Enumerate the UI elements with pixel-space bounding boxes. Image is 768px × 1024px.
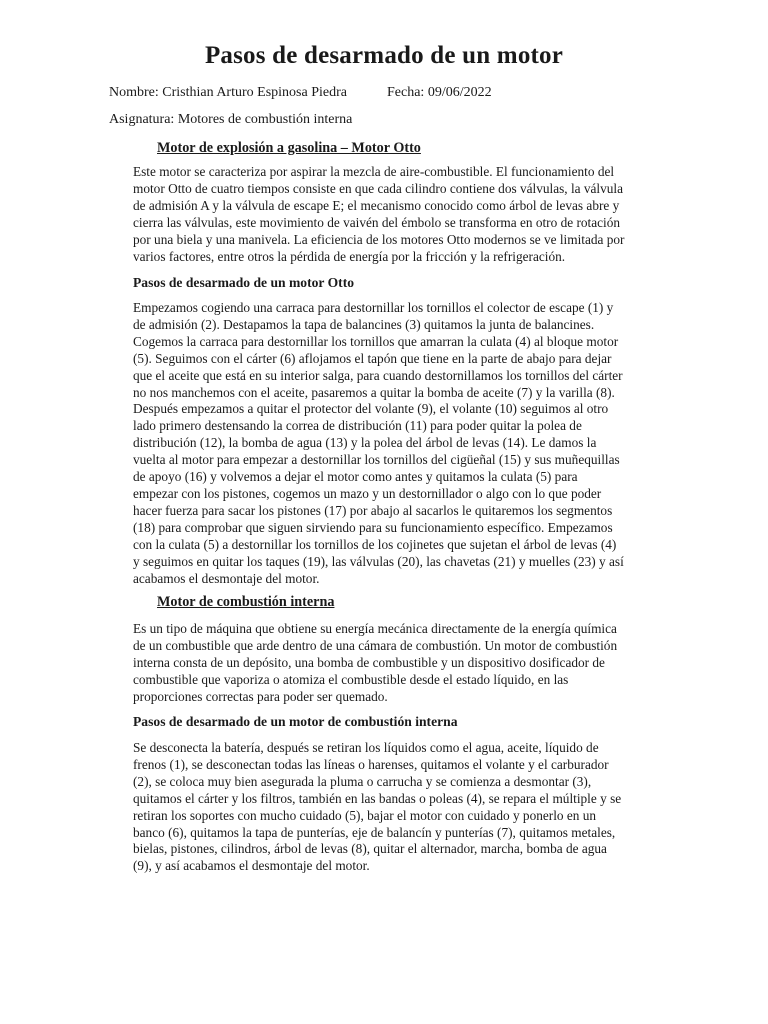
paragraph-line: con la culata (5) a destornillar los tornillos de los cojinetes que sujetan el árbol de levas (4)	[133, 536, 617, 552]
paragraph-line: Se desconecta la batería, después se retiran los líquidos como el agua, aceite, líquido de	[133, 740, 599, 755]
section-heading-combustion: Motor de combustión interna	[157, 594, 335, 610]
paragraph-line: vuelta al motor para empezar a destornillar los tornillos del cigüeñal (15) y sus muñequillas	[133, 452, 620, 468]
subject: Asignatura: Motores de combustión interna	[109, 112, 353, 127]
paragraph-line: quitamos el cárter y los filtros, también en las bandas o poleas (4), se repara el múltiple y se	[133, 790, 622, 806]
paragraph-line: Después empezamos a quitar el protector del volante (9), el volante (10) seguimos al otro	[133, 401, 609, 417]
paragraph-line: de un combustible que arde dentro de una cámara de combustión. Un motor de combustión	[133, 637, 618, 653]
paragraph-line: varios factores, entre otros la pérdida de energía por la fricción y la refrigeración.	[133, 248, 566, 264]
paragraph-line: banco (6), quitamos la tapa de punterías, eje de balancín y punterías (7), quitamos metales,	[133, 824, 616, 840]
steps-paragraph-otto	[133, 300, 633, 587]
paragraph-line: y seguimos en quitar los taques (19), las válvulas (20), las chavetas (21) y muelles (23) y así	[133, 553, 624, 569]
paragraph-line: Este motor se caracteriza por aspirar la mezcla de aire-combustible. El funcionamiento del	[133, 164, 615, 179]
paragraph-line: Cogemos la carraca para destornillar los tornillos que amarran la culata (4) al bloque motor	[133, 333, 619, 349]
paragraph-line: (5). Seguimos con el cárter (6) aflojamos el tapón que tiene en la parte de abajo para dejar	[133, 350, 612, 366]
paragraph-line: acabamos el desmontaje del motor.	[133, 570, 320, 586]
paragraph-line: proporciones correctas para poder ser quemado.	[133, 688, 388, 704]
paragraph-line: frenos (1), se desconectan todas las líneas o harenses, quitamos el volante y el carburador	[133, 756, 609, 772]
paragraph-line: Es un tipo de máquina que obtiene su energía mecánica directamente de la energía química	[133, 621, 617, 636]
paragraph-line: por una biela y una manivela. La eficiencia de los motores Otto modernos se ve limitada por	[133, 231, 625, 247]
paragraph-line: hacer fuerza para sacar los pistones (17) por abajo al sacarlos le quitaremos los segmentos	[133, 502, 613, 518]
paragraph-line: retiran los soportes con mucho cuidado (5), bajar el motor con cuidado y ponerlo en un	[133, 807, 597, 823]
paragraph-line: (18) para comprobar que siguen sirviendo para su funcionamiento específico. Empezamos	[133, 519, 613, 535]
page-title: Pasos de desarmado de un motor	[204, 42, 564, 69]
paragraph-line: interna consta de un depósito, una bomba de combustible y un dispositivo dosificador de	[133, 654, 605, 670]
paragraph-line: (9), y así acabamos el desmontaje del motor.	[133, 858, 370, 874]
subheading-otto-steps: Pasos de desarmado de un motor Otto	[133, 275, 355, 290]
paragraph-line: Empezamos cogiendo una carraca para destornillar los tornillos el colector de escape (1) y	[133, 300, 614, 315]
document-date: Fecha: 09/06/2022	[387, 85, 492, 100]
subheading-combustion-steps: Pasos de desarmado de un motor de combustión interna	[133, 714, 458, 729]
paragraph-line: de apoyo (16) y volvemos a dejar el motor como antes y quitamos la culata (5) para	[133, 469, 578, 485]
paragraph-line: no nos manchemos con el aceite, pasaremos a quitar la bomba de aceite (7) y la varilla (8).	[133, 384, 615, 400]
section-paragraph-otto	[133, 164, 633, 265]
paragraph-line: empezar con los pistones, cogemos un mazo y un destornillador o algo con lo que poder	[133, 485, 602, 501]
paragraph-line: de admisión (2). Destapamos la tapa de balancines (3) quitamos la junta de balancines.	[133, 316, 595, 332]
paragraph-line: distribución (12), la bomba de agua (13) y la polea del árbol de levas (14). Le damos la	[133, 435, 597, 451]
paragraph-line: que el aceite que está en su interior salga, para cuando destornillamos los tornillos del cárter	[133, 367, 623, 383]
paragraph-line: cierra las válvulas, este movimiento de vaivén del émbolo se transforma en otro de rotación	[133, 214, 621, 230]
paragraph-line: (2), se coloca muy bien asegurada la pluma o carrucha y se comienza a desmontar (3),	[133, 773, 592, 789]
author-name: Nombre: Cristhian Arturo Espinosa Piedra	[109, 85, 347, 100]
paragraph-line: de admisión A y la válvula de escape E; el mecanismo conocido como árbol de levas abre y	[133, 197, 620, 213]
section-heading-otto: Motor de explosión a gasolina – Motor Otto	[157, 140, 421, 156]
meta-row-1	[109, 85, 492, 101]
steps-paragraph-combustion	[133, 740, 633, 875]
paragraph-line: motor Otto de cuatro tiempos consiste en que cada cilindro contiene dos válvulas, la válvula	[133, 180, 623, 196]
meta-row-2	[109, 112, 352, 128]
paragraph-line: bielas, pistones, cilindros, árbol de levas (8), quitar el alternador, marcha, bomba de agua	[133, 841, 607, 857]
paragraph-line: combustible que vaporiza o atomiza el combustible desde el estado líquido, en las	[133, 671, 569, 687]
section-paragraph-combustion	[133, 621, 633, 706]
paragraph-line: lado primero destensando la correa de distribución (11) para poder quitar la polea de	[133, 418, 582, 434]
